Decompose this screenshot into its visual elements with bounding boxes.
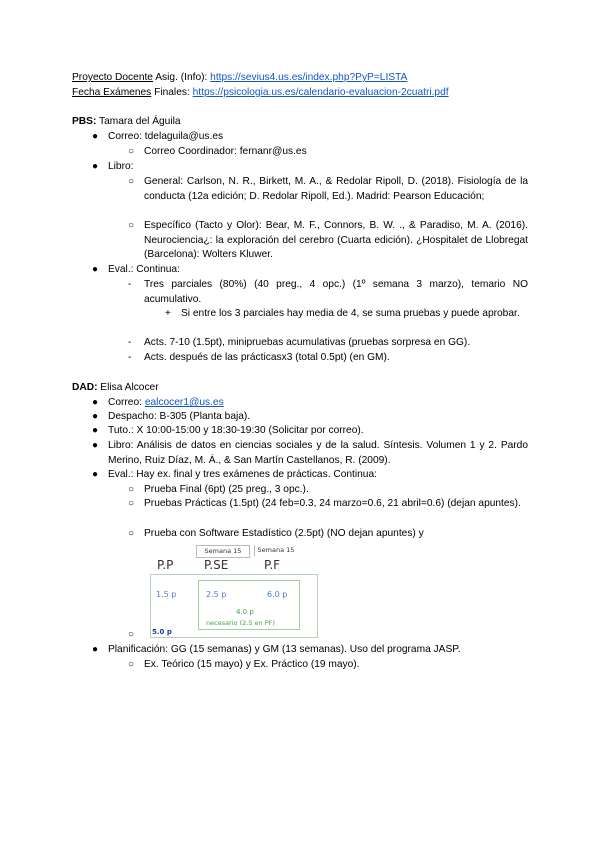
bullet-circle-icon: ○ [128,146,135,157]
dad-correo-line [108,396,224,411]
fecha-examenes-line [72,86,449,101]
fecha-examenes-label: Fecha Exámenes [72,87,152,98]
bullet-dot-icon: ● [92,131,99,142]
sevius-link[interactable]: https://sevius4.us.es/index.php?PyP=LISTA [210,72,408,83]
col-pp-label: P.P [157,558,174,572]
pbs-parciales: Tres parciales (80%) (40 preg., 4 opc.) (1º semana 3 marzo), temario NO acumulativo. [144,279,528,305]
dad-teacher: Elisa Alcocer [97,382,159,393]
col-pf-label: P.F [264,558,281,572]
dad-heading-line [72,381,159,396]
bullet-dot-icon: ● [92,644,99,655]
value-sum: 4.0 p [236,608,254,616]
pbs-eval: Eval.: Continua: [108,264,180,275]
pbs-media: Si entre los 3 parciales hay media de 4, se suma pruebas y puede aprobar. [181,308,520,319]
bullet-circle-icon: ○ [128,220,135,231]
dad-tuto: Tuto.: X 10:00-15:00 y 18:30-19:30 (Solicitar por correo). [108,425,364,436]
semana-label-1: Semana 15 [196,545,250,558]
semana-label-2: Semana 15 [254,545,297,556]
bullet-circle-icon: ○ [128,484,135,495]
dad-correo-label: Correo: [108,397,145,408]
pbs-acts2: Acts. después de las prácticasx3 (total 0.5pt) (en GM). [144,352,390,363]
dad-correo-link[interactable]: ealcocer1@us.es [144,397,224,408]
bullet-dot-icon: ● [92,469,99,480]
pbs-libro: Libro: [108,161,134,172]
dad-planificacion: Planificación: GG (15 semanas) y GM (13 semanas). Uso del programa JASP. [108,644,461,655]
asig-info-text: Asig. (Info): [152,72,211,83]
bullet-dash-icon: - [128,337,132,348]
pbs-libro-especifico: Específico (Tacto y Olor): Bear, M. F., Connors, B. W. ., & Paradiso, M. A. (2016). Neurociencia¿: la exploración del cerebro (Cuarta edición). ¿Hospitalet de Llobregat (Barcelona): Wolters Kluwer. [144,220,528,261]
pbs-heading: PBS: [72,116,97,127]
calendario-link[interactable]: https://psicologia.us.es/calendario-evaluacion-2cuatri.pdf [192,87,449,98]
pbs-teacher: Tamara del Águila [96,116,181,127]
proyecto-docente-label: Proyecto Docente [72,72,153,83]
dad-eval: Eval.: Hay ex. final y tres exámenes de prácticas. Continua: [108,469,377,480]
bullet-dot-icon: ● [92,161,99,172]
pbs-libro-general: General: Carlson, N. R., Birkett, M. A., & Redolar Ripoll, D. (2018). Fisiología de la conducta (12a edición; D. Redolar Ripoll, Ed.). Madrid: Pearson Educación; [144,176,528,202]
dad-practicas: Pruebas Prácticas (1.5pt) (24 feb=0.3, 24 marzo=0.6, 21 abril=0.6) (dejan apuntes). [144,498,521,509]
dad-ex: Ex. Teórico (15 mayo) y Ex. Práctico (19 mayo). [144,659,360,670]
bullet-dot-icon: ● [92,425,99,436]
proyecto-docente-line [72,71,407,86]
bullet-dot-icon: ● [92,440,99,451]
bullet-circle-icon: ○ [128,528,135,539]
bullet-circle-icon: ○ [128,176,135,187]
sum-note: necesario (2.5 en PF) [206,619,275,627]
pbs-acts1: Acts. 7-10 (1.5pt), minipruebas acumulativas (pruebas sorpresa en GG). [144,337,471,348]
pbs-correo: Correo: tdelaguila@us.es [108,131,224,142]
bullet-dot-icon: ● [92,411,99,422]
bullet-plus-icon: + [165,308,171,319]
dad-final: Prueba Final (6pt) (25 preg., 3 opc.). [144,484,309,495]
bullet-circle-icon: ○ [128,629,135,640]
value-total: 5.0 p [152,628,172,636]
dad-software: Prueba con Software Estadístico (2.5pt) (NO dejan apuntes) y [144,528,424,539]
dad-libro: Libro: Análisis de datos en ciencias sociales y de la salud. Síntesis. Volumen 1 y 2. Pardo Merino, Ruiz Díaz, M. Á., & San Martín Castellanos, R. (2009). [108,440,528,466]
dad-heading: DAD: [72,382,98,393]
value-pse: 2.5 p [206,590,227,599]
bullet-dot-icon: ● [92,264,99,275]
bullet-dot-icon: ● [92,397,99,408]
bullet-circle-icon: ○ [128,659,135,670]
dad-despacho: Despacho: B-305 (Planta baja). [108,411,251,422]
value-pf: 6.0 p [267,590,288,599]
col-pse-label: P.SE [204,558,229,572]
bullet-dash-icon: - [128,352,132,363]
bullet-circle-icon: ○ [128,498,135,509]
finales-text: Finales: [151,87,193,98]
pbs-heading-line [72,115,181,130]
pbs-coordinador: Correo Coordinador: fernanr@us.es [144,146,307,157]
bullet-dash-icon: - [128,279,132,290]
value-pp: 1.5 p [156,590,177,599]
